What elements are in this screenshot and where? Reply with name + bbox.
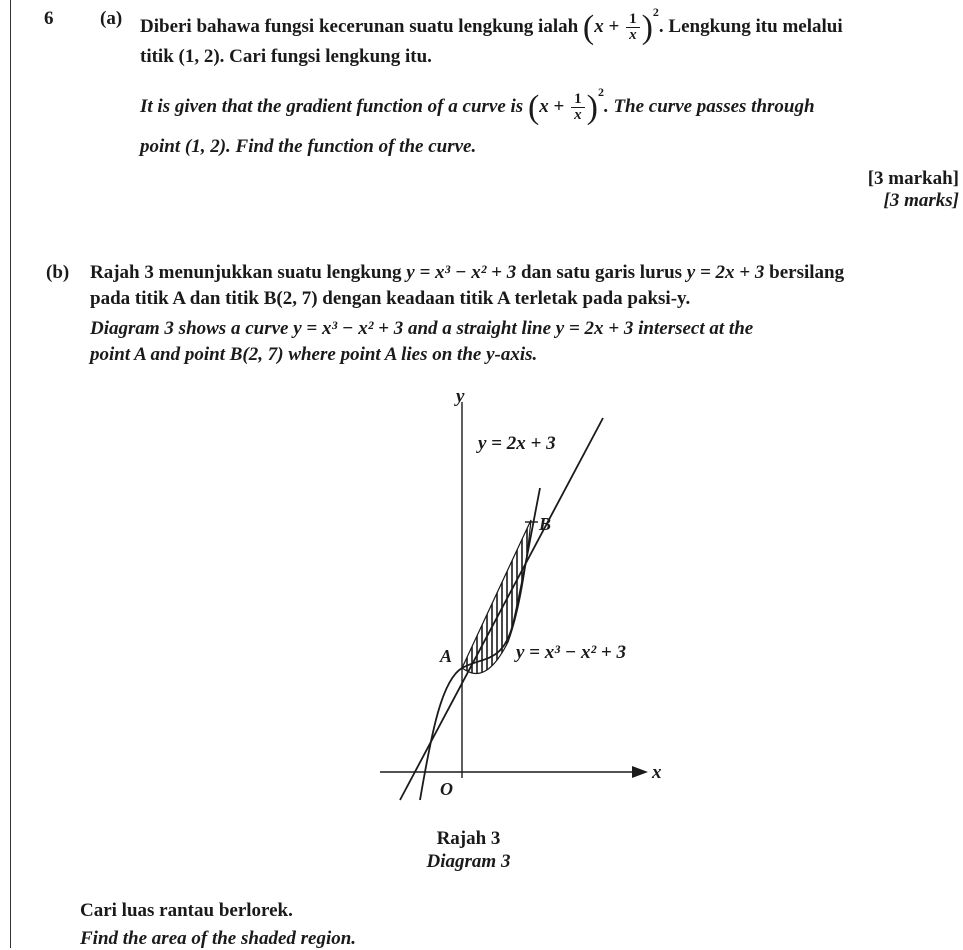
part-a-malay-line2: titik (1, 2). Cari fungsi lengkung itu. [140, 46, 432, 67]
part-b-english-line2: point A and point B(2, 7) where point A lies on the y-axis. [90, 344, 538, 365]
page-margin-rule [10, 0, 11, 948]
diagram-3 [380, 380, 700, 820]
marks-malay: [3 markah] [867, 168, 959, 189]
part-a-malay-line1: Diberi bahawa fungsi kecerunan suatu lengkung ialah (x + $\frac{1}{x}$ )$^2$. Lengkung itu melalui [140, 5, 843, 47]
x-axis-arrow-icon [632, 766, 648, 778]
point-b-label: B [539, 514, 552, 534]
part-a-english-line2: point (1, 2). Find the function of the curve. [140, 136, 477, 157]
diagram-title-english: Diagram 3 [426, 851, 511, 872]
question-number: 6 [44, 8, 54, 29]
curve-equation-label: y = x³ − x² + 3 [516, 642, 626, 663]
part-a-english-line1: It is given that the gradient function of a curve is (x + $\frac{1}{x}$ )$^2$. The curve passes through [140, 85, 815, 127]
diagram-title-malay: Rajah 3 [436, 828, 501, 849]
x-axis-label: x [652, 762, 662, 783]
part-b-malay-line1: Rajah 3 menunjukkan suatu lengkung y = x³ − x² + 3 dan satu garis lurus y = 2x + 3 bersilang [90, 262, 845, 283]
part-b-malay-line2: pada titik A dan titik B(2, 7) dengan keadaan titik A terletak pada paksi-y. [90, 288, 691, 309]
part-b-label: (b) [46, 262, 70, 283]
fraction-1-over-x: $\frac{1}{x}$ [626, 12, 640, 43]
point-a-label: A [440, 646, 453, 666]
marks-english: [3 marks] [883, 190, 959, 211]
line-equation-label: y = 2x + 3 [478, 433, 556, 454]
question-english: Find the area of the shaded region. [80, 928, 357, 949]
origin-label: O [440, 779, 453, 799]
question-malay: Cari luas rantau berlorek. [80, 900, 293, 921]
part-a-label: (a) [100, 8, 123, 29]
part-b-english-line1: Diagram 3 shows a curve y = x³ − x² + 3 and a straight line y = 2x + 3 intersect at the [90, 318, 754, 339]
y-axis-label: y [456, 386, 465, 407]
fraction-1-over-x-en: $\frac{1}{x}$ [571, 92, 585, 123]
